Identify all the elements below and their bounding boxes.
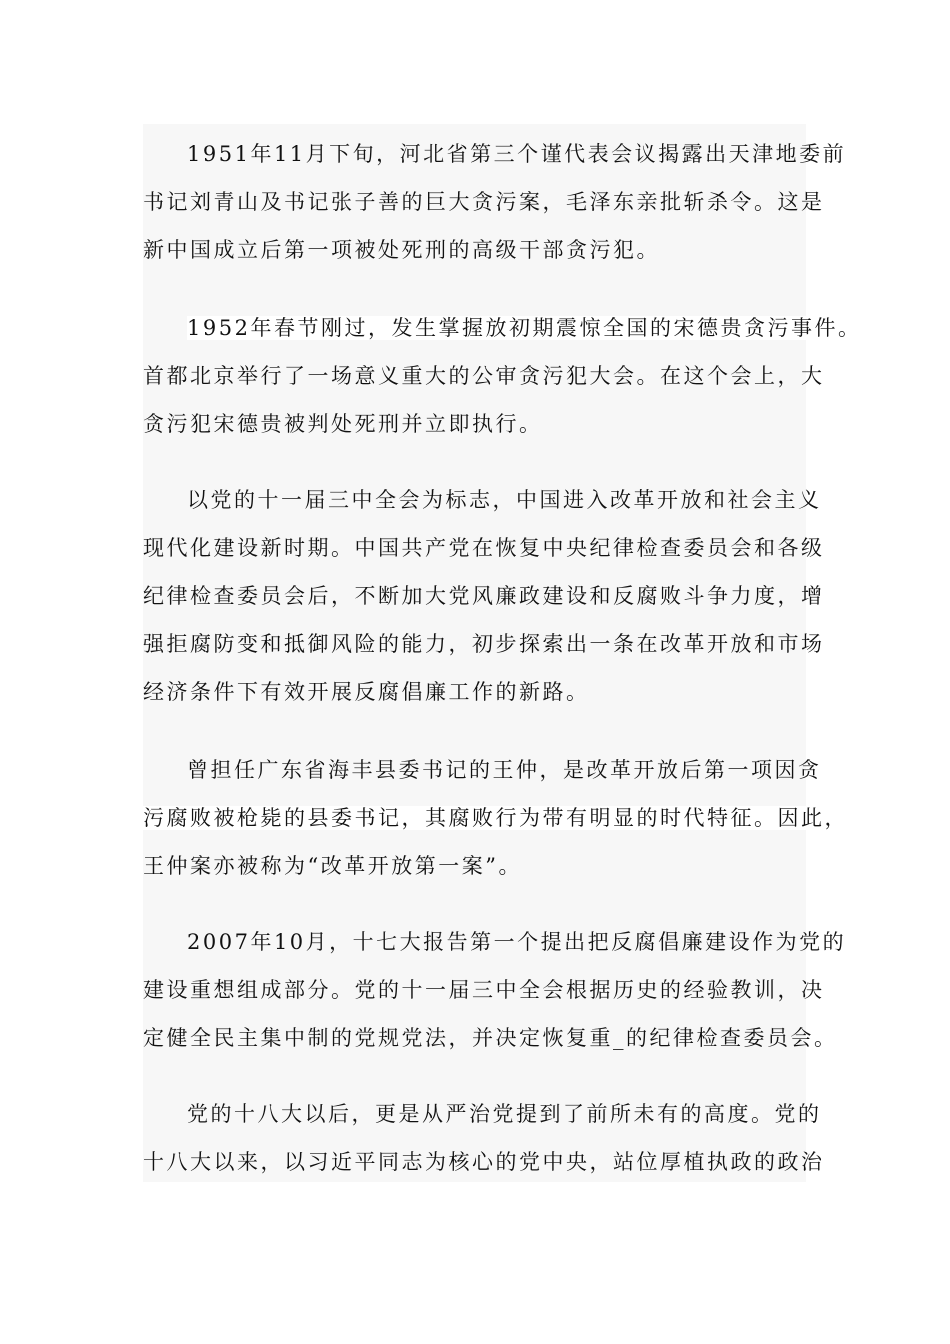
paragraph-line: 定健全民主集中制的党规党法，并决定恢复重_的纪律检查委员会。	[143, 1026, 838, 1050]
paragraph-line: 现代化建设新时期。中国共产党在恢复中央纪律检查委员会和各级	[143, 536, 825, 560]
paragraph-line: 首都北京举行了一场意义重大的公审贪污犯大会。在这个会上，大	[143, 364, 825, 388]
paragraph-line: 2007年10月，十七大报告第一个提出把反腐倡廉建设作为党的	[187, 930, 847, 954]
paragraph-line-text: 污腐败被枪毙的县委书记，其腐败行为带有明显的时代特征。因此，	[143, 806, 848, 830]
paragraph-line: 曾担任广东省海丰县委书记的王仲，是改革开放后第一项因贪	[187, 758, 822, 782]
paragraph-line: 书记刘青山及书记张子善的巨大贪污案，毛泽东亲批斩杀令。这是	[143, 190, 825, 214]
paragraph-line: 建设重想组成部分。党的十一届三中全会根据历史的经验教训，决	[143, 978, 825, 1002]
paragraph-5	[143, 918, 847, 1062]
paragraph-line: 1951年11月下旬，河北省第三个谨代表会议揭露出天津地委前	[187, 142, 847, 166]
paragraph-line: 十八大以来，以习近平同志为核心的党中央，站位厚植执政的政治	[143, 1150, 825, 1174]
document-text-area	[143, 124, 862, 1182]
paragraph-line: 纪律检查委员会后，不断加大党风廉政建设和反腐败斗争力度，增	[143, 584, 825, 608]
paragraph-line: 以党的十一届三中全会为标志，中国进入改革开放和社会主义	[187, 488, 822, 512]
paragraph-line: 王仲案亦被称为“改革开放第一案”。	[143, 854, 522, 878]
paragraph-line: 新中国成立后第一项被处死刑的高级干部贪污犯。	[143, 238, 660, 262]
paragraph-line: 强拒腐防变和抵御风险的能力，初步探索出一条在改革开放和市场	[143, 632, 825, 656]
paragraph-1	[143, 130, 847, 274]
paragraph-line-text: 1952年春节刚过，发生掌握放初期震惊全国的宋德贵贪污事件。	[187, 316, 862, 340]
paragraph-6	[143, 1090, 823, 1186]
paragraph-line	[143, 304, 862, 352]
paragraph-2	[143, 304, 862, 448]
paragraph-3	[143, 476, 823, 716]
paragraph-line	[143, 794, 848, 842]
paragraph-line: 党的十八大以后，更是从严治党提到了前所未有的高度。党的	[187, 1102, 822, 1126]
paragraph-line: 经济条件下有效开展反腐倡廉工作的新路。	[143, 680, 590, 704]
paragraph-4	[143, 746, 848, 890]
paragraph-line: 贪污犯宋德贵被判处死刑并立即执行。	[143, 412, 543, 436]
